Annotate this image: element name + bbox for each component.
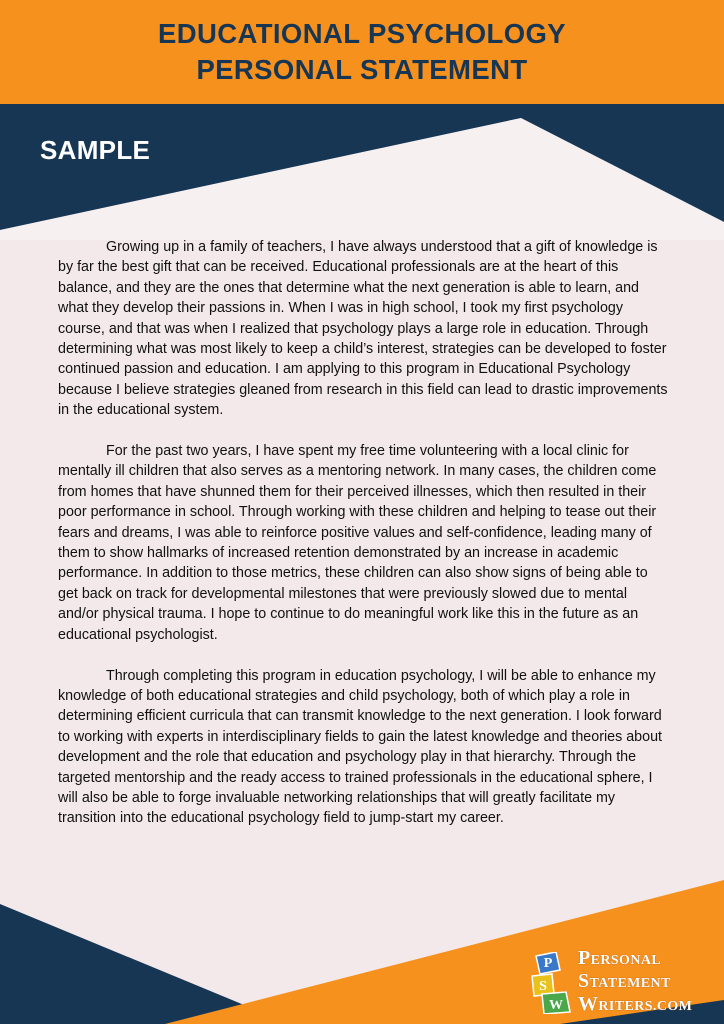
logo-line-writers: WRITERS.COM [578,993,693,1015]
paragraph-1: Growing up in a family of teachers, I have always understood that a gift of knowledge is by far the best gift that can be received. Educational professionals are at the heart of this balance, and they are the ones that determine what the next generation is able to learn, and what they develop their passions in. When I was in high school, I took my first psychology course, and that was when I realized that psychology plays a large role in education. Through determining what was most likely to keep a child’s interest, strategies can be developed to foster continued passion and education. I am applying to this program in Educational Psychology because I believe strategies gleaned from research in this field can lead to drastic improvements in the educational system. [58,239,668,419]
cube-letter-p: P [543,956,553,971]
paragraph-3: Through completing this program in education psychology, I will be able to enhance my knowledge of both educational strategies and child psychology, both of which play a role in determining efficient curricula that can transmit knowledge to the next generation. I look forward to working with experts in interdisciplinary fields to gain the latest knowledge and theories about development and the role that education and psychology play in that hierarchy. Through the targeted mentorship and the ready access to trained professionals in the educational sphere, I will also be able to forge invaluable networking relationships that will greatly facilitate my transition into the educational psychology field to jump-start my career. [58,667,662,827]
statement-body [58,237,668,849]
cube-letter-s: S [539,979,547,994]
page-title-line1: EDUCATIONAL PSYCHOLOGY [157,18,567,49]
psw-cube-icon [530,952,574,1014]
logo-line-personal: PERSONAL [578,947,662,969]
brand-logo[interactable] [530,946,716,1016]
logo-line-statement: STATEMENT [578,970,671,992]
sample-label: SAMPLE [40,135,151,165]
paragraph-2: For the past two years, I have spent my free time volunteering with a local clinic for mentally ill children that also serves as a mentoring network. In many cases, the children come from homes that have shunned them for their perceived illnesses, which then resulted in their poor performance in school. Through working with these children and helping to tease out their fears and dreams, I was able to reinforce positive values and self-confidence, leading many of them to show hallmarks of increased retention demonstrated by an increase in academic performance. In addition to those metrics, these children can also show signs of being able to get back on track for developmental milestones that were previously slowed due to mental and/or physical trauma. I hope to continue to do meaningful work like this in the future as an educational psychologist. [58,443,657,643]
logo-wordmark [578,948,718,1017]
cube-letter-w: W [549,998,563,1013]
page-title-line2: PERSONAL STATEMENT [196,54,528,85]
header [0,0,724,104]
